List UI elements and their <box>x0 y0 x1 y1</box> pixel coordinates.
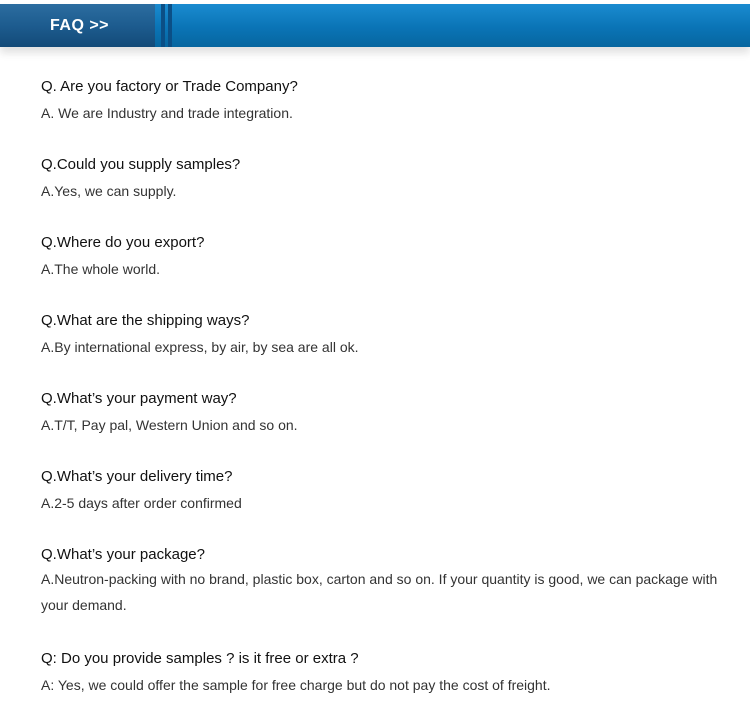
faq-question: Q: Do you provide samples ? is it free or extra ? <box>41 650 359 667</box>
faq-item <box>41 156 721 200</box>
faq-item <box>41 78 721 122</box>
faq-item <box>41 234 721 278</box>
faq-item <box>41 546 721 618</box>
faq-item <box>41 390 721 434</box>
faq-item <box>41 650 721 694</box>
header-divider-line <box>161 4 165 47</box>
faq-item <box>41 468 721 512</box>
faq-item <box>41 312 721 356</box>
faq-answer: A.The whole world. <box>41 261 161 277</box>
faq-answer: A.By international express, by air, by sea are all ok. <box>41 339 359 355</box>
faq-answer: A. We are Industry and trade integration. <box>41 105 293 121</box>
faq-question: Q.What are the shipping ways? <box>41 312 250 329</box>
faq-question: Q.Where do you export? <box>41 234 205 251</box>
faq-answer: A.2-5 days after order confirmed <box>41 495 242 511</box>
faq-question: Q.What’s your payment way? <box>41 390 237 407</box>
faq-question: Q.Could you supply samples? <box>41 156 241 173</box>
faq-header-tab <box>0 4 155 47</box>
faq-question: Q. Are you factory or Trade Company? <box>41 78 298 95</box>
faq-answer: A.Yes, we can supply. <box>41 183 177 199</box>
faq-answer: A.Neutron-packing with no brand, plastic box, carton and so on. If your quantity is good, we can package with your demand. <box>41 571 718 613</box>
faq-question: Q.What’s your package? <box>41 546 205 563</box>
faq-answer: A.T/T, Pay pal, Western Union and so on. <box>41 417 298 433</box>
header-divider-line <box>168 4 172 47</box>
faq-answer: A: Yes, we could offer the sample for free charge but do not pay the cost of freight. <box>41 677 551 693</box>
faq-header-bar <box>0 4 750 47</box>
faq-question: Q.What’s your delivery time? <box>41 468 233 485</box>
faq-title: FAQ >> <box>50 17 110 34</box>
